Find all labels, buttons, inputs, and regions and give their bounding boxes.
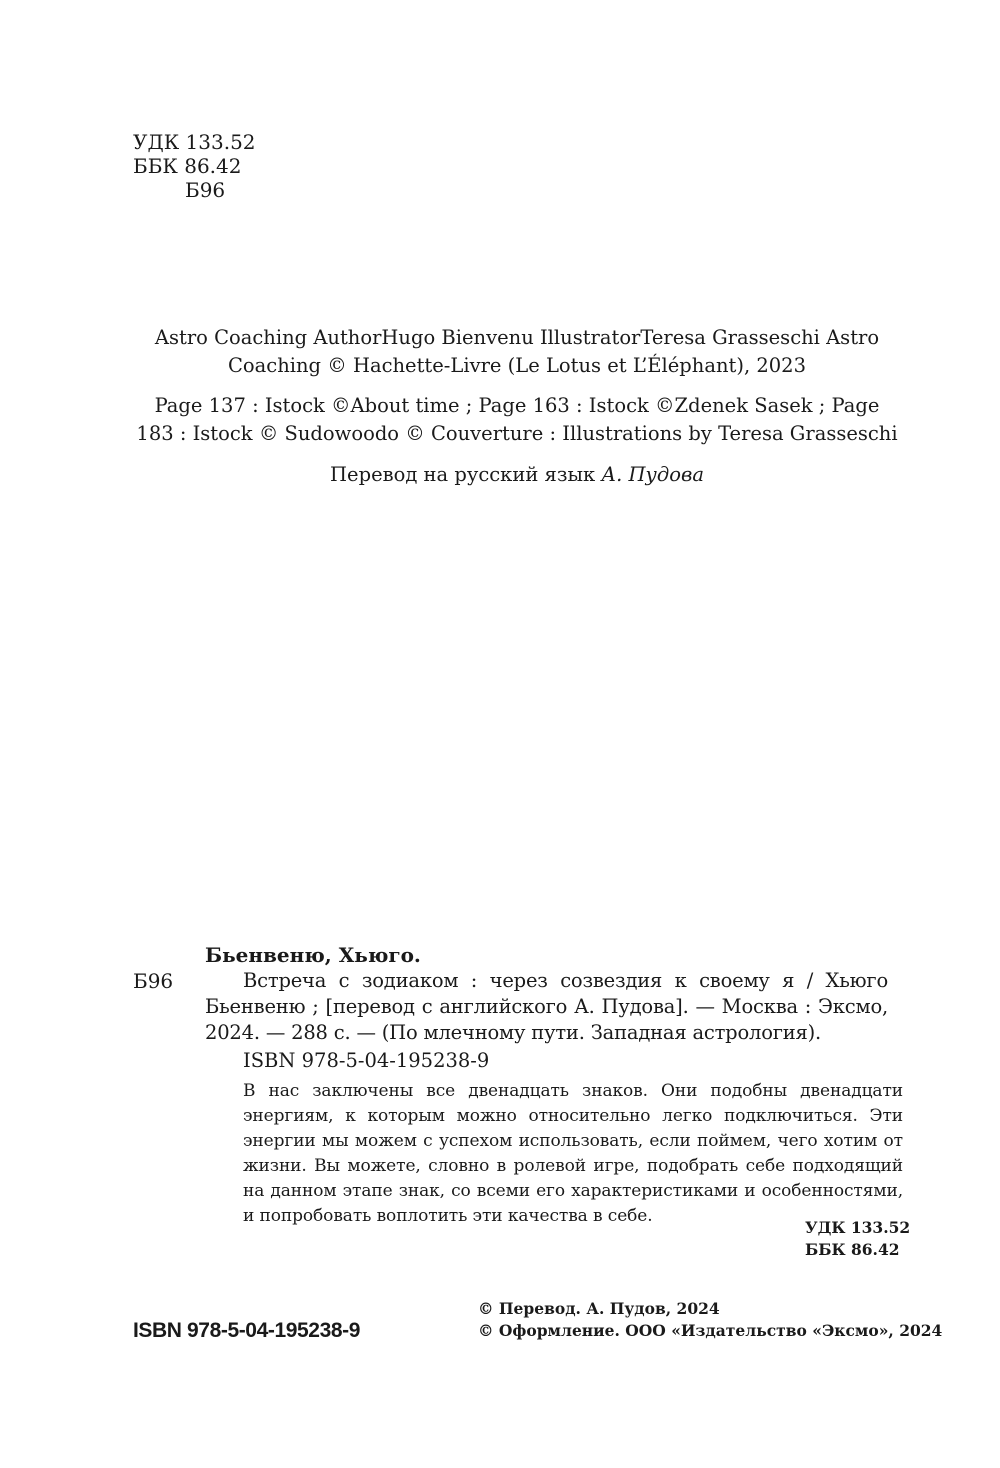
image-credits-notice: Page 137 : Istock ©About time ; Page 163 : Istock ©Zdenek Sasek ; Page 183 : Istock © Sudowoodo © Couverture : Illustrations by Teresa Grasseschi [136, 394, 898, 445]
copyright-design: © Оформление. ООО «Издательство «Эксмо», 2024 [478, 1321, 943, 1340]
bbk-code: ББК 86.42 [133, 154, 242, 178]
footer-isbn: ISBN 978-5-04-195238-9 [133, 1319, 361, 1342]
original-rights-notice: Astro Coaching AuthorHugo Bienvenu IllustratorTeresa Grasseschi Astro Coaching © Hachette-Livre (Le Lotus et L’Éléphant), 2023 [154, 326, 880, 377]
record-udk-code: УДК 133.52 [805, 1218, 911, 1237]
record-author-sign-code: Б96 [133, 969, 174, 993]
record-isbn: ISBN 978-5-04-195238-9 [243, 1049, 490, 1072]
record-author-heading: Бьенвеню, Хьюго. [205, 943, 421, 967]
translation-credit [133, 461, 901, 489]
udk-code: УДК 133.52 [133, 130, 256, 154]
author-sign-code: Б96 [185, 178, 226, 202]
translation-label: Перевод на русский язык [330, 463, 602, 486]
record-annotation: В нас заключены все двенадцать знаков. Они подобны двенадцати энергиям, к которым можно относительно легко подключиться. Эти энергии мы можем с успехом использовать, если поймем, чего хотим от жизни. Вы можете, словно в ролевой игре, подобрать себе подходящий на данном этапе знак, со всеми его характеристиками и особенностями, и попробовать воплотить эти качества в себе. [243, 1081, 903, 1226]
copyright-translation: © Перевод. А. Пудов, 2024 [478, 1299, 720, 1318]
translator-name: А. Пудова [601, 463, 704, 486]
record-bbk-code: ББК 86.42 [805, 1240, 900, 1259]
record-description: Встреча с зодиаком : через созвездия к своему я / Хьюго Бьенвеню ; [перевод с английского А. Пудова]. — Москва : Эксмо, 2024. — 288 с. — (По млечному пути. Западная астрология). [205, 969, 888, 1044]
